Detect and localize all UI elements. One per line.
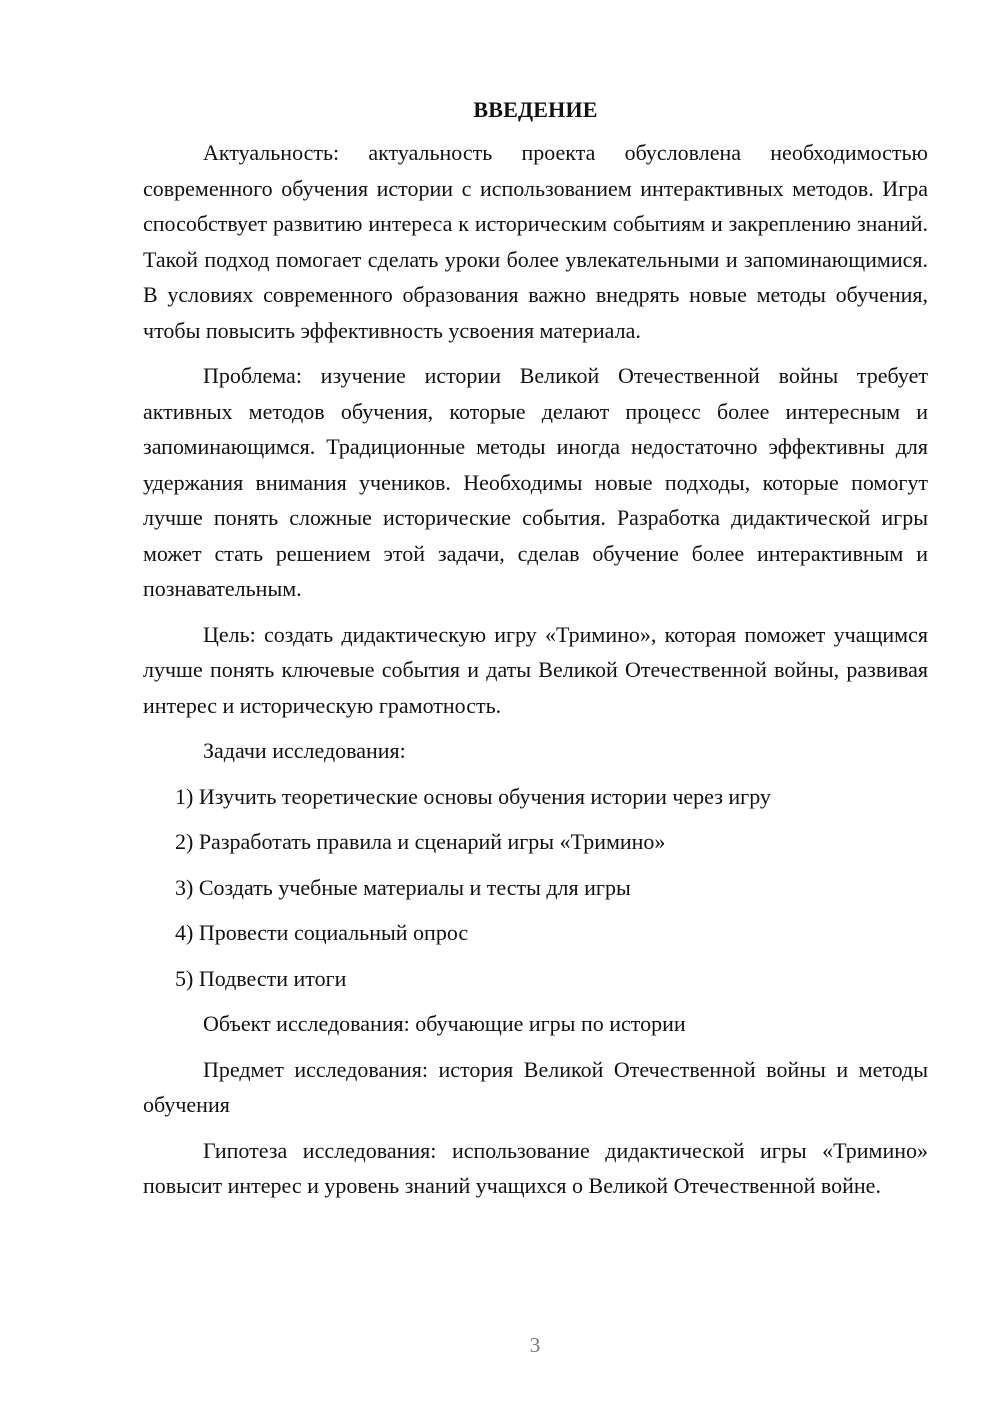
paragraph-object: Объект исследования: обучающие игры по истории bbox=[203, 1011, 686, 1036]
task-item: 3) Создать учебные материалы и тесты для игры bbox=[175, 874, 631, 900]
paragraph-hypothesis: Гипотеза исследования: использование дидактической игры «Тримино» повысит интерес и уровень знаний учащихся о Великой Отечественной войне. bbox=[143, 1137, 928, 1198]
section-title: ВВЕДЕНИЕ bbox=[473, 97, 598, 122]
tasks-list bbox=[143, 779, 928, 997]
task-item: 5) Подвести итоги bbox=[175, 965, 347, 991]
task-item: 1) Изучить теоретические основы обучения истории через игру bbox=[175, 783, 771, 809]
task-item: 2) Разработать правила и сценарий игры «Тримино» bbox=[175, 829, 666, 854]
paragraph-problem: Проблема: изучение истории Великой Отечественной войны требует активных методов обучения, которые делают процесс более интересным и запоминающимся. Традиционные методы иногда недостаточно эффективны для удержания внимания учеников. Необходимы новые подходы, которые помогут лучше понять сложные исторические события. Разработка дидактической игры может стать решением этой задачи, сделав обучение более интерактивным и познавательным. bbox=[143, 363, 928, 601]
page-number: 3 bbox=[529, 1333, 541, 1357]
task-item: 4) Провести социальный опрос bbox=[175, 920, 469, 945]
paragraph-subject: Предмет исследования: история Великой Отечественной войны и методы обучения bbox=[143, 1056, 928, 1117]
tasks-header: Задачи исследования: bbox=[203, 738, 406, 763]
document-page bbox=[143, 95, 928, 1214]
paragraph-relevance: Актуальность: актуальность проекта обусловлена необходимостью современного обучения истории с использованием интерактивных методов. Игра способствует развитию интереса к историческим событиям и закреплению знаний. Такой подход помогает сделать уроки более увлекательными и запоминающимися. В условиях современного образования важно внедрять новые методы обучения, чтобы повысить эффективность усвоения материала. bbox=[143, 140, 928, 343]
paragraph-goal: Цель: создать дидактическую игру «Тримино», которая поможет учащимся лучше понять ключевые события и даты Великой Отечественной войны, развивая интерес и историческую грамотность. bbox=[143, 621, 928, 718]
